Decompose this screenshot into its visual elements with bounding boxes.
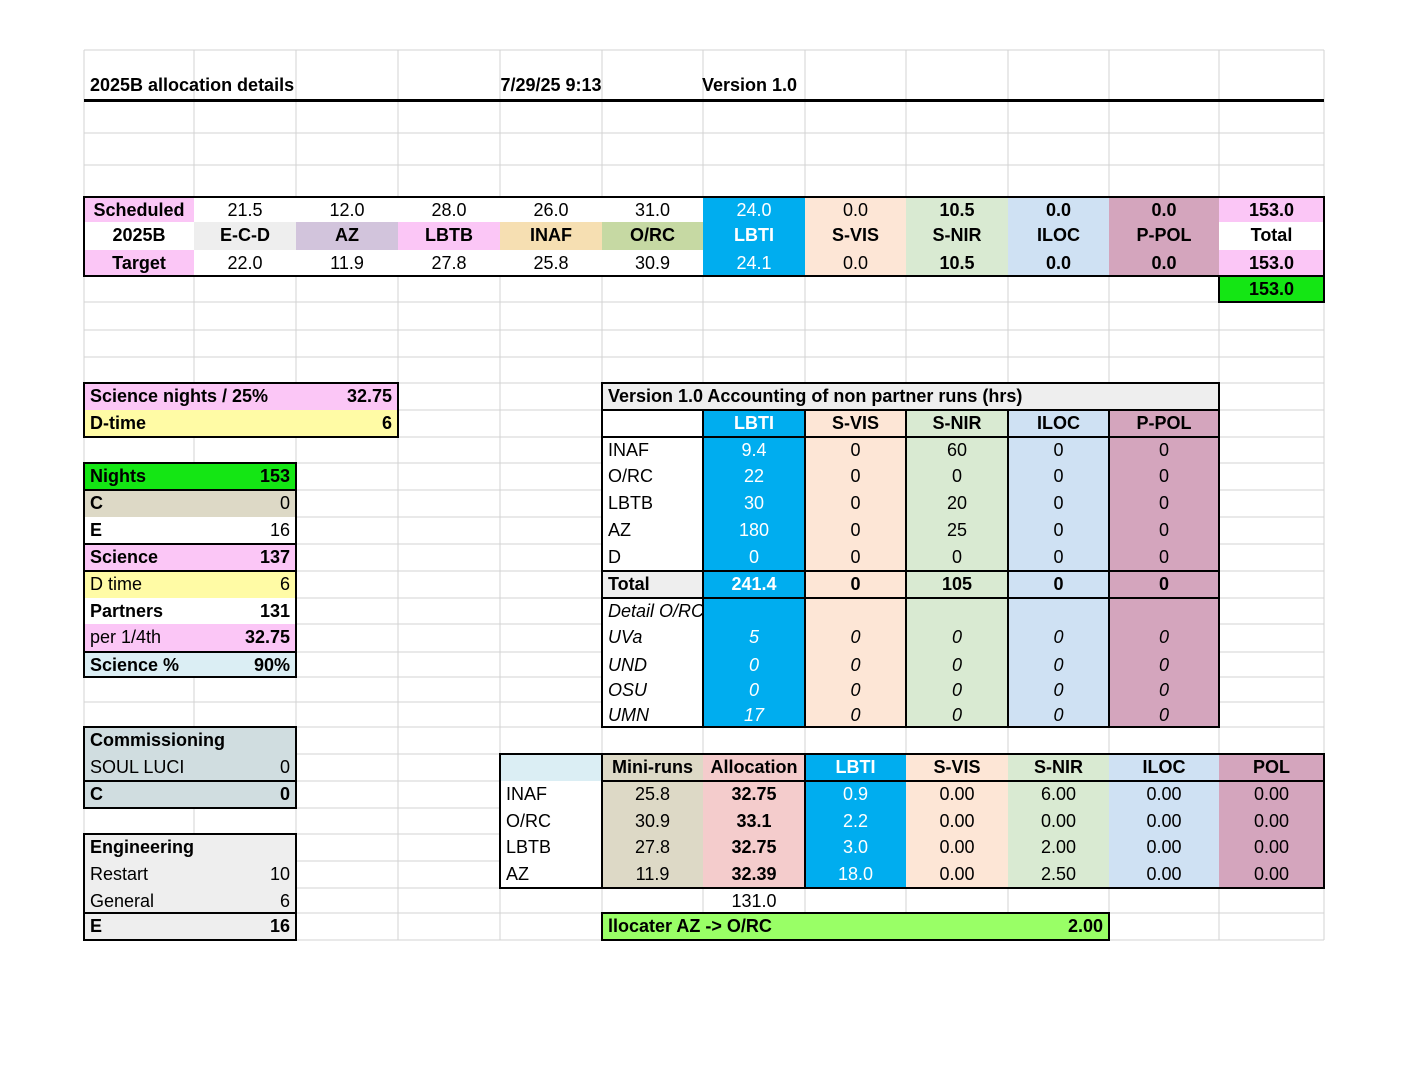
detail-row-label: UMN	[602, 702, 703, 727]
target-value: 22.0	[194, 250, 296, 276]
version-label: Version 1.0	[702, 75, 798, 95]
minirun-value: 2.00	[1008, 834, 1109, 861]
commissioning-total-label: C	[84, 781, 194, 808]
nights-row-label: C	[84, 490, 296, 517]
engineering-title: Engineering	[84, 834, 296, 861]
science-nights-value: 32.75	[296, 383, 398, 410]
accounting-row-label: D	[602, 544, 703, 571]
detail-row-label: OSU	[602, 677, 703, 702]
minirun-column-header: LBTI	[805, 754, 906, 781]
nights-row-value: 32.75	[194, 624, 296, 652]
commissioning-row-value: 0	[194, 754, 296, 781]
scheduled-value: 24.0	[703, 197, 805, 222]
accounting-column-header: ILOC	[1008, 410, 1109, 437]
detail-value: 0	[703, 652, 805, 677]
minirun-value: 11.9	[602, 861, 703, 888]
minirun-column-header: Mini-runs	[602, 754, 703, 781]
nights-row-label: E	[84, 517, 296, 544]
target-value: 0.0	[1109, 250, 1219, 276]
accounting-value: 180	[703, 517, 805, 544]
accounting-value: 0	[1008, 490, 1109, 517]
minirun-value: 6.00	[1008, 781, 1109, 808]
scheduled-value: 0.0	[1008, 197, 1109, 222]
nights-row-label: Science %	[84, 652, 296, 677]
accounting-value: 22	[703, 463, 805, 490]
accounting-value: 0	[1109, 463, 1219, 490]
engineering-row-value: 10	[194, 861, 296, 888]
detail-value: 0	[906, 677, 1008, 702]
accounting-value: 25	[906, 517, 1008, 544]
minirun-column-header: POL	[1219, 754, 1324, 781]
engineering-row-label: General	[84, 888, 194, 913]
scheduled-value: 12.0	[296, 197, 398, 222]
accounting-row-label: INAF	[602, 437, 703, 463]
detail-spacer	[805, 598, 906, 624]
accounting-column-header: P-POL	[1109, 410, 1219, 437]
minirun-column-header: Allocation	[703, 754, 805, 781]
detail-value: 0	[1008, 702, 1109, 727]
nights-row-value: 0	[194, 490, 296, 517]
minirun-value: 0.00	[1109, 781, 1219, 808]
science-nights-label: Science nights / 25%	[84, 383, 398, 410]
target-value: 24.1	[703, 250, 805, 276]
detail-spacer	[1109, 598, 1219, 624]
engineering-row-label: Restart	[84, 861, 194, 888]
commissioning-title: Commissioning	[84, 727, 296, 754]
minirun-value: 2.50	[1008, 861, 1109, 888]
partner-header: E-C-D	[194, 222, 296, 250]
detail-value: 5	[703, 624, 805, 652]
detail-value: 0	[1109, 702, 1219, 727]
accounting-value: 0	[1008, 437, 1109, 463]
partner-header: LBTI	[703, 222, 805, 250]
detail-value: 0	[703, 677, 805, 702]
accounting-value: 0	[906, 544, 1008, 571]
scheduled-value: 26.0	[500, 197, 602, 222]
check-total: 153.0	[1219, 276, 1324, 302]
scheduled-value: 31.0	[602, 197, 703, 222]
target-label: Target	[84, 250, 194, 276]
detail-value: 0	[1109, 652, 1219, 677]
partner-header: S-NIR	[906, 222, 1008, 250]
accounting-value: 0	[1109, 437, 1219, 463]
nights-row-value: 131	[194, 598, 296, 624]
detail-value: 17	[703, 702, 805, 727]
accounting-value: 0	[805, 544, 906, 571]
accounting-value: 30	[703, 490, 805, 517]
accounting-value: 0	[805, 490, 906, 517]
minirun-value: 0.00	[906, 808, 1008, 834]
minirun-value: 18.0	[805, 861, 906, 888]
accounting-value: 0	[703, 544, 805, 571]
partner-header: LBTB	[398, 222, 500, 250]
target-value: 11.9	[296, 250, 398, 276]
minirun-value: 0.00	[906, 781, 1008, 808]
sheet-title: 2025B allocation details	[90, 75, 295, 95]
minirun-value: 0.00	[906, 834, 1008, 861]
minirun-value: 0.00	[1219, 781, 1324, 808]
detail-spacer	[1008, 598, 1109, 624]
semester-label: 2025B	[84, 222, 194, 250]
detail-value: 0	[805, 702, 906, 727]
partner-header: AZ	[296, 222, 398, 250]
nights-row-label: Nights	[84, 463, 296, 490]
partner-header: ILOC	[1008, 222, 1109, 250]
nights-row-value: 6	[194, 571, 296, 598]
accounting-title: Version 1.0 Accounting of non partner runs (hrs)	[602, 383, 1219, 410]
minirun-value: 32.75	[703, 781, 805, 808]
target-value: 25.8	[500, 250, 602, 276]
partner-header: INAF	[500, 222, 602, 250]
accounting-column-header: LBTI	[703, 410, 805, 437]
nights-row-label: Partners	[84, 598, 296, 624]
accounting-value: 0	[906, 463, 1008, 490]
target-value: 27.8	[398, 250, 500, 276]
minirun-corner	[500, 754, 602, 781]
minirun-row-label: LBTB	[500, 834, 602, 861]
accounting-total-label: Total	[602, 571, 703, 598]
relocate-value: 2.00	[1008, 913, 1109, 940]
accounting-corner	[602, 410, 703, 437]
detail-value: 0	[1008, 624, 1109, 652]
minirun-value: 25.8	[602, 781, 703, 808]
engineering-row-value: 6	[194, 888, 296, 913]
accounting-total-value: 0	[805, 571, 906, 598]
scheduled-value: 0.0	[805, 197, 906, 222]
scheduled-value: 21.5	[194, 197, 296, 222]
commissioning-row-label: SOUL LUCI	[84, 754, 194, 781]
target-value: 30.9	[602, 250, 703, 276]
detail-value: 0	[1008, 677, 1109, 702]
target-value: 10.5	[906, 250, 1008, 276]
accounting-total-value: 241.4	[703, 571, 805, 598]
minirun-value: 30.9	[602, 808, 703, 834]
accounting-value: 0	[1109, 490, 1219, 517]
accounting-column-header: S-NIR	[906, 410, 1008, 437]
accounting-total-value: 105	[906, 571, 1008, 598]
detail-value: 0	[906, 652, 1008, 677]
minirun-value: 33.1	[703, 808, 805, 834]
minirun-value: 0.00	[906, 861, 1008, 888]
minirun-value: 32.75	[703, 834, 805, 861]
relocate-label: llocater AZ -> O/RC	[602, 913, 1109, 940]
detail-value: 0	[906, 702, 1008, 727]
nights-row-label: Science	[84, 544, 296, 571]
minirun-value: 0.00	[1008, 808, 1109, 834]
accounting-column-header: S-VIS	[805, 410, 906, 437]
minirun-value: 0.00	[1219, 808, 1324, 834]
detail-value: 0	[805, 677, 906, 702]
nights-row-value: 16	[194, 517, 296, 544]
accounting-row-label: LBTB	[602, 490, 703, 517]
nights-row-value: 137	[194, 544, 296, 571]
engineering-total-label: E	[84, 913, 194, 940]
minirun-column-header: S-VIS	[906, 754, 1008, 781]
partner-header: Total	[1219, 222, 1324, 250]
accounting-value: 0	[1008, 544, 1109, 571]
accounting-value: 20	[906, 490, 1008, 517]
minirun-value: 0.00	[1109, 834, 1219, 861]
minirun-value: 0.00	[1109, 861, 1219, 888]
accounting-row-label: O/RC	[602, 463, 703, 490]
accounting-value: 0	[805, 463, 906, 490]
minirun-column-header: S-NIR	[1008, 754, 1109, 781]
detail-value: 0	[1008, 652, 1109, 677]
detail-spacer	[703, 598, 805, 624]
minirun-row-label: AZ	[500, 861, 602, 888]
detail-row-label: UVa	[602, 624, 703, 652]
commissioning-total-value: 0	[194, 781, 296, 808]
accounting-value: 0	[1008, 463, 1109, 490]
accounting-total-value: 0	[1109, 571, 1219, 598]
partner-header: O/RC	[602, 222, 703, 250]
nights-row-value: 90%	[194, 652, 296, 677]
detail-row-label: UND	[602, 652, 703, 677]
minirun-value: 0.00	[1109, 808, 1219, 834]
target-value: 0.0	[1008, 250, 1109, 276]
minirun-value: 2.2	[805, 808, 906, 834]
scheduled-label: Scheduled	[84, 197, 194, 222]
scheduled-value: 28.0	[398, 197, 500, 222]
scheduled-value: 0.0	[1109, 197, 1219, 222]
detail-label: Detail O/RC	[602, 598, 703, 624]
minirun-value: 0.9	[805, 781, 906, 808]
detail-spacer	[906, 598, 1008, 624]
accounting-total-value: 0	[1008, 571, 1109, 598]
minirun-value: 0.00	[1219, 834, 1324, 861]
accounting-value: 9.4	[703, 437, 805, 463]
nights-row-label: per 1/4th	[84, 624, 296, 652]
accounting-value: 0	[1008, 517, 1109, 544]
detail-value: 0	[805, 652, 906, 677]
minirun-value: 32.39	[703, 861, 805, 888]
scheduled-value: 10.5	[906, 197, 1008, 222]
minirun-value: 0.00	[1219, 861, 1324, 888]
partner-header: P-POL	[1109, 222, 1219, 250]
engineering-total-value: 16	[194, 913, 296, 940]
detail-value: 0	[805, 624, 906, 652]
allocation-total: 131.0	[731, 891, 777, 911]
nights-row-value: 153	[194, 463, 296, 490]
minirun-row-label: O/RC	[500, 808, 602, 834]
timestamp: 7/29/25 9:13	[500, 75, 602, 95]
accounting-value: 0	[805, 517, 906, 544]
accounting-row-label: AZ	[602, 517, 703, 544]
minirun-column-header: ILOC	[1109, 754, 1219, 781]
minirun-value: 27.8	[602, 834, 703, 861]
nights-row-label: D time	[84, 571, 296, 598]
accounting-value: 0	[1109, 544, 1219, 571]
dtime-value: 6	[296, 410, 398, 437]
detail-value: 0	[906, 624, 1008, 652]
scheduled-value: 153.0	[1219, 197, 1324, 222]
minirun-value: 3.0	[805, 834, 906, 861]
dtime-label: D-time	[84, 410, 398, 437]
accounting-value: 60	[906, 437, 1008, 463]
accounting-value: 0	[1109, 517, 1219, 544]
accounting-value: 0	[805, 437, 906, 463]
target-value: 153.0	[1219, 250, 1324, 276]
partner-header: S-VIS	[805, 222, 906, 250]
detail-value: 0	[1109, 677, 1219, 702]
target-value: 0.0	[805, 250, 906, 276]
detail-value: 0	[1109, 624, 1219, 652]
minirun-row-label: INAF	[500, 781, 602, 808]
